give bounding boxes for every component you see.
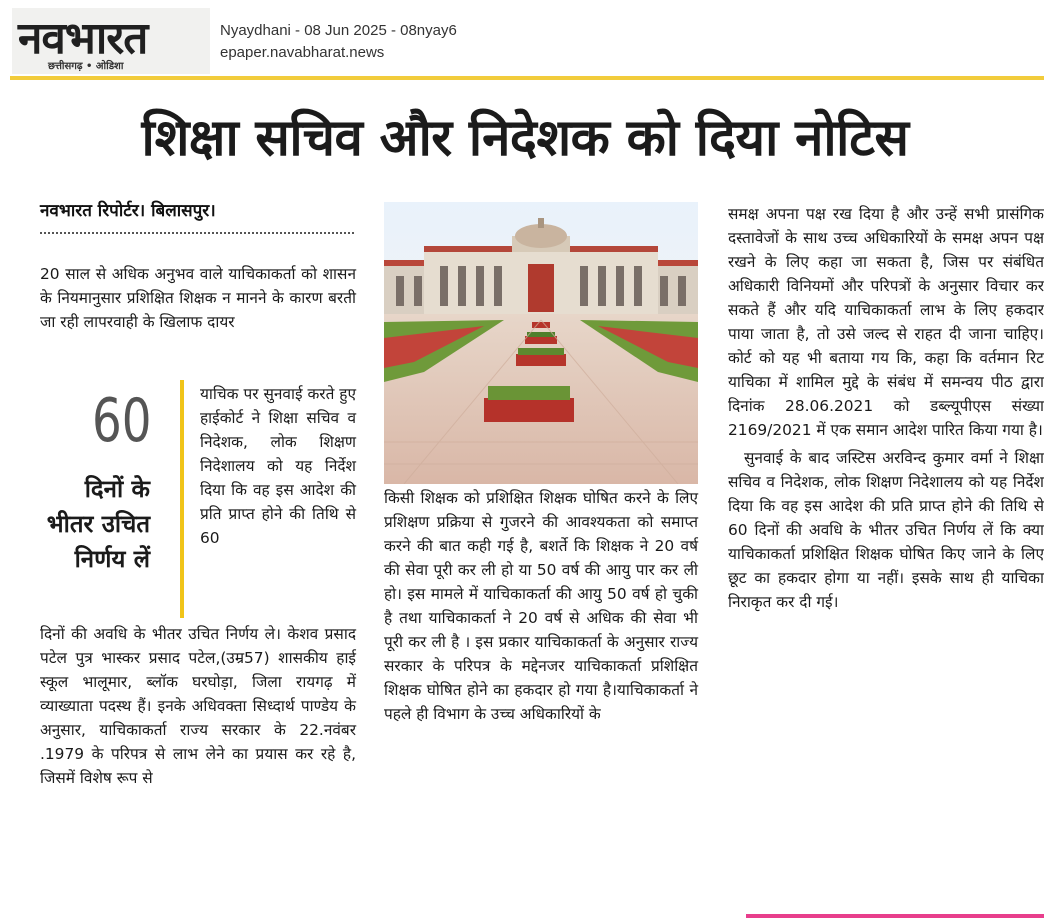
pull-quote-bar [180, 380, 184, 618]
footer-accent [746, 914, 1044, 918]
byline: नवभारत रिपोर्टर। बिलासपुर। [40, 201, 216, 221]
site-url[interactable]: epaper.navabharat.news [220, 44, 385, 61]
byline-divider [40, 232, 354, 234]
col3-paragraph-1: समक्ष अपना पक्ष रख दिया है और उन्हें सभी प्रासंगिक दस्तावेजों के साथ उच्च अधिकारियों के समक्ष अपन पक्ष रखने के लिए कहा जा सकता है, जिस पर संबंधित अधिकारी विनियमों और परिपत्रों के अनुसार विचार कर सकते हैं और यदि याचिकाकर्ता लाभ के लिए हकदार पाया जाता है, तो उसे जल्द से राहत दी जाना चाहिए। कोर्ट को यह भी बताया गय कि, कहा कि वर्तमान रिट याचिका में शामिल मुद्दे के संबंध में समन्वय पीठ द्वारा दिनांक 28.06.2021 को डब्ल्यूपीएस संख्या 2169/2021 में एक समान आदेश पारित किया गया है। [728, 205, 1044, 439]
logo-subtitle: छत्तीसगढ़ • ओडिशा [48, 61, 124, 72]
article-text-col1-middle: याचिक पर सुनवाई करते हुए हाईकोर्ट ने शिक्षा सचिव व निदेशक, लोक शिक्षण निदेशालय को यह निर्देश दिया कि वह इस आदेश की प्रति प्राप्त होने की तिथि से 60 [200, 385, 356, 547]
masthead [0, 0, 1044, 78]
article-text-col1-top: 20 साल से अधिक अनुभव वाले याचिकाकर्ता को शासन के नियमानुसार प्रशिक्षित शिक्षक न मानने के कारण बरती जा रही लापरवाही के खिलाफ दायर [40, 265, 356, 331]
pull-quote-number: 60 [92, 386, 152, 456]
edition-info: Nyaydhani - 08 Jun 2025 - 08nyay6 [220, 22, 457, 39]
logo-wordmark: नवभारत [18, 13, 148, 64]
article-text-col1-bottom: दिनों की अवधि के भीतर उचित निर्णय ले। केशव प्रसाद पटेल पुत्र भास्कर प्रसाद पटेल,(उम्र57) शासकीय हाई स्कूल भालूमार, ब्लॉक घरघोड़ा, जिला रायगढ़ में व्याख्याता पदस्थ हैं। इनके अधिवक्ता सिध्दार्थ पाण्डेय के अनुसार, याचिकाकर्ता राज्य सरकार के 22.नवंबर .1979 के परिपत्र से लाभ लेने का प्रयास कर रहे है, जिसमें विशेष रूप से [40, 625, 356, 787]
col3-paragraph-2: सुनवाई के बाद जस्टिस अरविन्द कुमार वर्मा ने शिक्षा सचिव व निदेशक, लोक शिक्षण निदेशालय को यह निर्देश दिया कि वह इस आदेश की प्रति प्राप्त होने की तिथि से 60 दिनों की अवधि के भीतर उचित निर्णय लें कि क्या याचिकाकर्ता प्रशिक्षित शिक्षक घोषित किए जाने के लिए छूट का हकदार होगा या नहीं। इसके साथ ही याचिका निराकृत कर दी गई। [728, 449, 1044, 611]
article-headline: शिक्षा सचिव और निदेशक को दिया नोटिस [141, 109, 909, 168]
pull-quote [40, 388, 190, 616]
article-text-col3 [728, 202, 1044, 614]
newspaper-logo [12, 8, 210, 74]
high-court-photo [384, 202, 698, 484]
masthead-divider [10, 76, 1044, 80]
article-text-col2: किसी शिक्षक को प्रशिक्षित शिक्षक घोषित करने के लिए प्रशिक्षण प्रक्रिया से गुजरने की आवश्यकता को समाप्त करने की बात कही गई है, बशर्ते कि शिक्षक ने 20 वर्ष की सेवा पूरी कर ली हो या 50 वर्ष की आयु पार कर ली हो। इस मामले में याचिकाकर्ता की आयु 50 वर्ष हो चुकी है तथा याचिकाकर्ता ने 20 वर्ष से अधिक की सेवा भी पूरी कर ली है । इस प्रकार याचिकाकर्ता के अनुसार राज्य सरकार के परिपत्र के मद्देनजर याचिकाकर्ता प्रशिक्षित शिक्षक घोषित होने का हकदार हो गया है।याचिकाकर्ता ने पहले ही विभाग के उच्च अधिकारियों के [384, 489, 698, 723]
pull-quote-text: दिनों के भीतर उचित निर्णय लें [46, 475, 150, 573]
